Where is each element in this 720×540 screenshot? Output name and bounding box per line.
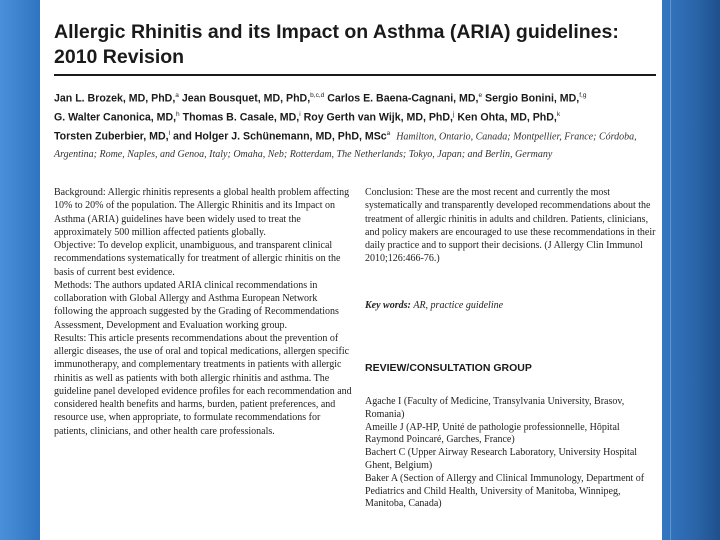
- slide-right-border: [662, 0, 720, 540]
- affiliation-mark: e: [478, 92, 483, 99]
- title-line-1: Allergic Rhinitis and its Impact on Asthma (ARIA) guidelines:: [54, 21, 619, 43]
- author: Thomas B. Casale, MD,: [179, 111, 300, 124]
- author-list: [54, 88, 658, 164]
- abstract-results: Results: This article presents recommendations about the prevention of allergic diseases, the use of oral and topical medications, allergen specific immunotherapy, and complementary treatments in patients with allergic rhinitis as well as patients with both allergic rhinitis and asthma. The guideline panel developed evidence profiles for each recommendation and considered health benefits and harms, burden, patient preferences, and resource use, when appropriate, to formulate recommendations for patients, clinicians, and other health care professionals.: [54, 332, 352, 437]
- abstract-objective: Objective: To develop explicit, unambiguous, and transparent clinical recommendations systematically for treatment of allergic rhinitis on the basis of current best evidence.: [54, 240, 341, 278]
- abstract-conclusion: Conclusion: These are the most recent and currently the most systematically and transparently developed recommendations about the treatment of allergic rhinitis in adults and children. Patients, clinicians, and policy makers are encouraged to use these recommendations in their daily practice and to support their decisions. (J Allergy Clin Immunol 2010;126:466-76.): [365, 187, 656, 265]
- review-group-entry: Baker A (Section of Allergy and Clinical Immunology, Department of Pediatrics and Child Health, University of Manitoba, Winnipeg, Manitoba, Canada): [365, 472, 645, 510]
- affiliation-mark: j: [453, 111, 455, 119]
- review-group-entry: Agache I (Faculty of Medicine, Transylvania University, Brasov, Romania): [365, 396, 625, 420]
- affiliation-mark: i: [299, 111, 301, 119]
- review-group-list: [365, 396, 660, 511]
- review-group-heading: REVIEW/CONSULTATION GROUP: [365, 362, 532, 374]
- paper-title: [54, 20, 654, 70]
- affiliation-mark: a: [386, 130, 391, 138]
- author: Jan L. Brozek, MD, PhD,: [54, 92, 176, 105]
- title-line-2: 2010 Revision: [54, 46, 185, 68]
- abstract-methods: Methods: The authors updated ARIA clinical recommendations in collaboration with Global Allergy and Asthma European Network following the approach suggested by the Grading of Recommendations Assessment, Development and Evaluation working group.: [54, 279, 339, 331]
- keywords-value: AR, practice guideline: [413, 300, 504, 311]
- author: Carlos E. Baena-Cagnani, MD,: [324, 92, 479, 105]
- affiliation-mark: a: [175, 92, 179, 99]
- keywords: [365, 300, 660, 311]
- affiliation-locations-cont: Argentina; Rome, Naples, and Genoa, Italy; Omaha, Neb; Rotterdam, The Netherlands; Tokyo, Japan; and Berlin, Germany: [54, 149, 553, 161]
- affiliation-mark: f,g: [579, 92, 587, 99]
- affiliation-mark: b,c,d: [310, 92, 325, 99]
- abstract-background: Background: Allergic rhinitis represents a global health problem affecting 10% to 20% of the population. The Allergic Rhinitis and its Impact on Asthma (ARIA) guidelines have been widely used to treat the approximately 500 million affected patients globally.: [54, 187, 350, 238]
- author: Roy Gerth van Wijk, MD, PhD,: [300, 111, 453, 124]
- author: G. Walter Canonica, MD,: [54, 111, 177, 124]
- author: Ken Ohta, MD, PhD,: [454, 111, 557, 124]
- author: Sergio Bonini, MD,: [482, 92, 580, 105]
- author: Torsten Zuberbier, MD,: [54, 130, 169, 143]
- title-divider: [54, 74, 656, 76]
- affiliation-mark: h: [176, 111, 180, 119]
- affiliation-mark: k: [556, 111, 561, 119]
- abstract-left-column: [54, 186, 352, 438]
- abstract-right-column: [365, 186, 660, 266]
- affiliation-locations: Hamilton, Ontario, Canada; Montpellier, France; Córdoba,: [396, 131, 637, 143]
- author: and Holger J. Schünemann, MD, PhD, MSc: [170, 130, 387, 143]
- author: Jean Bousquet, MD, PhD,: [178, 92, 311, 105]
- paper-page: [40, 0, 662, 540]
- review-group-entry: Bachert C (Upper Airway Research Laboratory, University Hospital Ghent, Belgium): [365, 447, 638, 471]
- slide-left-border: [0, 0, 40, 540]
- keywords-label: Key words:: [365, 300, 411, 311]
- review-group-entry: Ameille J (AP-HP, Unité de pathologie professionnelle, Hôpital Raymond Poincaré, Garches, France): [365, 421, 620, 446]
- affiliation-mark: l: [168, 130, 171, 138]
